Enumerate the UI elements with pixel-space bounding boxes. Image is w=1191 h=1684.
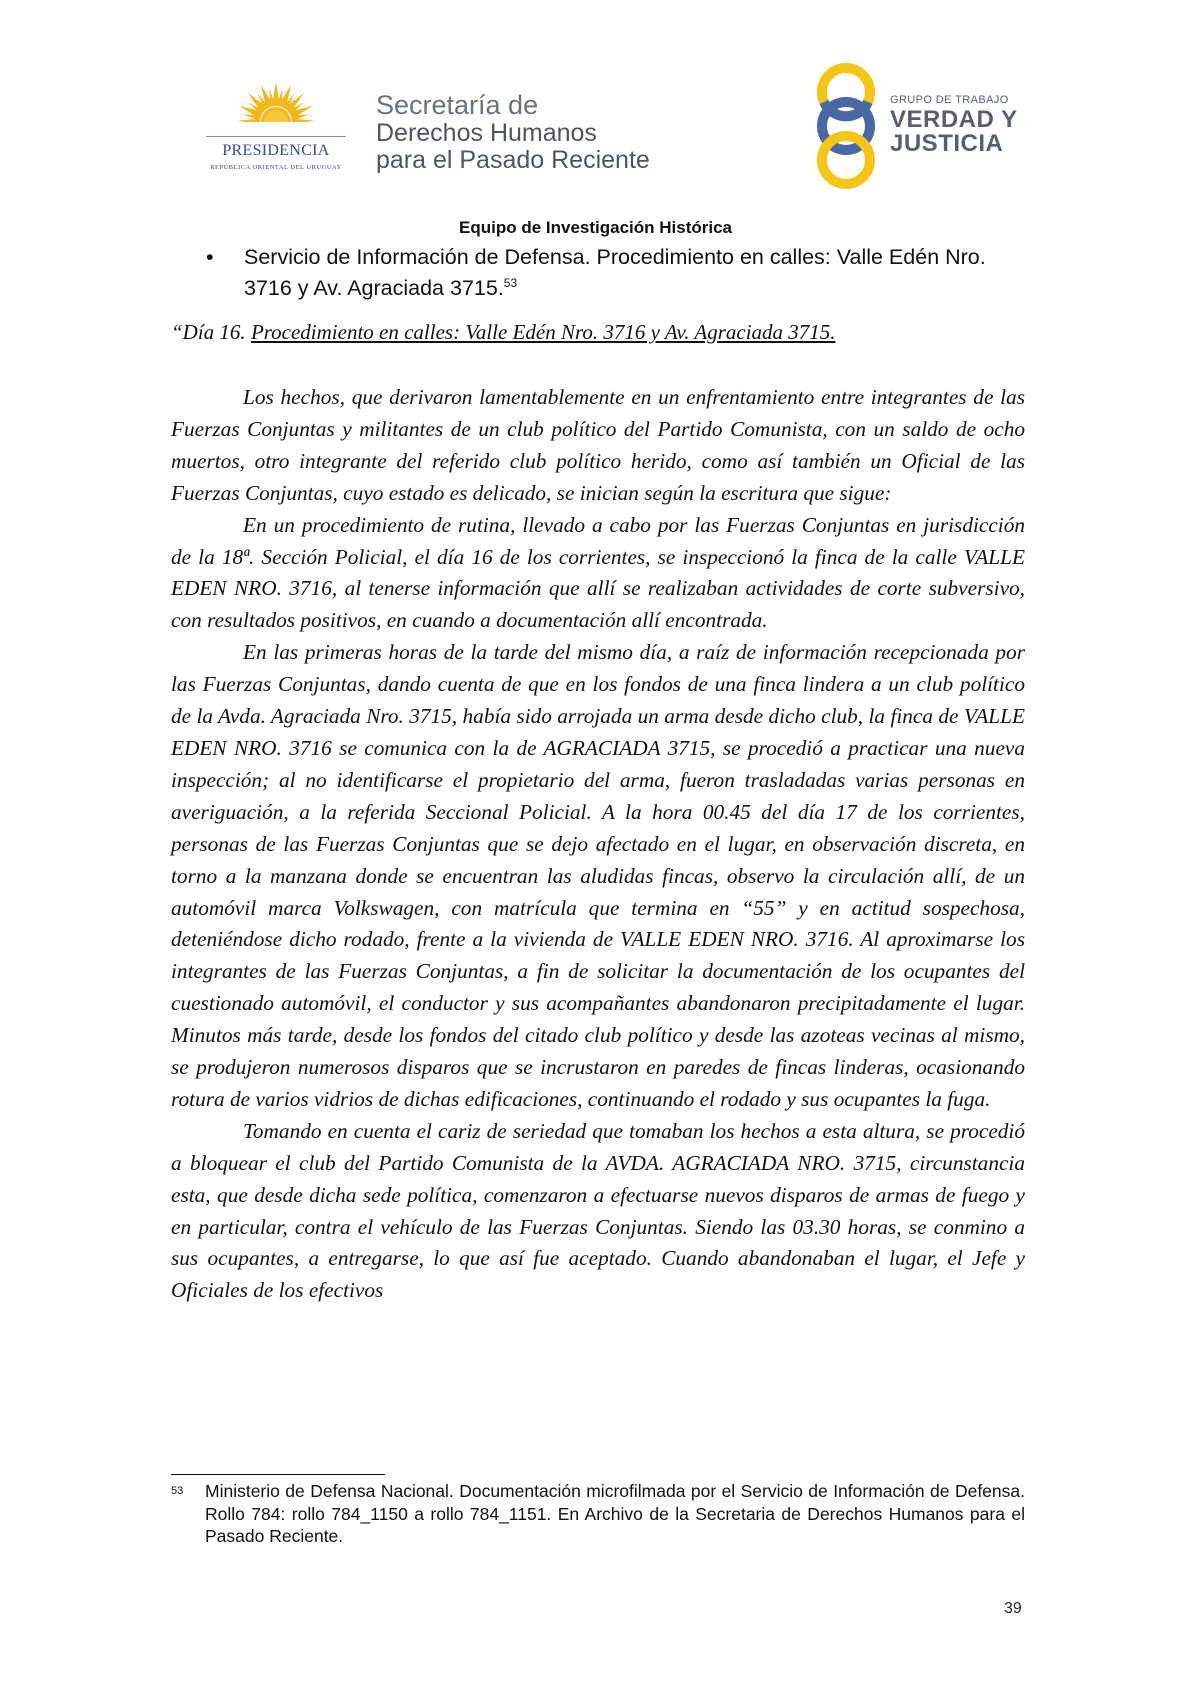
page-header [0, 0, 1191, 215]
grupo-de-trabajo-label: GRUPO DE TRABAJO [890, 94, 1009, 106]
verdad-label: VERDAD Y [890, 106, 1018, 133]
paragraph: En las primeras horas de la tarde del mismo día, a raíz de información recepcionada por las Fuerzas Conjuntas, dando cuenta de que en los fondos de una finca lindera a un club político de la Avda. Agraciada Nro. 3715, había sido arrojada un arma desde dicho club, la finca de VALLE EDEN NRO. 3716 se comunica con la de AGRACIADA 3715, se procedió a practicar una nueva inspección; al no identificarse el propietario del arma, fueron trasladadas varias personas en averiguación, a la referida Seccional Policial. A la hora 00.45 del día 17 de los corrientes, personas de las Fuerzas Conjuntas que se dejo afectado en el lugar, en observación discreta, en torno a la manzana donde se encuentran las aludidas fincas, observo la circulación allí, de un automóvil marca Volkswagen, con matrícula que termina en “55” y en actitud sospechosa, deteniéndose dicho rodado, frente a la vivienda de VALLE EDEN NRO. 3716. Al aproximarse los integrantes de las Fuerzas Conjuntas, a fin de solicitar la documentación de los ocupantes del cuestionado automóvil, el conductor y sus acompañantes abandonaron precipitadamente el lugar. Minutos más tarde, desde los fondos del citado club político y desde las azoteas vecinas al mismo, se produjeron numerosos disparos que se incrustaron en paredes de fincas linderas, ocasionando rotura de varios vidrios de dichas edificaciones, continuando el rodado y sus ocupantes la fuga. [171, 640, 1025, 1111]
quote-heading [171, 320, 1031, 345]
footnote-number: 53 [171, 1485, 184, 1497]
footnote-reference: 53 [503, 275, 518, 290]
linked-rings-icon [810, 62, 890, 190]
bullet-text [244, 242, 1029, 304]
presidencia-logo [196, 80, 356, 180]
paragraph: Tomando en cuenta el cariz de seriedad que tomaban los hechos a esta altura, se procedió a bloquear el club del Partido Comunista de la AVDA. AGRACIADA NRO. 3715, circunstancia esta, que desde dicha sede política, comenzaron a efectuarse nuevos disparos de armas de fuego y en particular, contra el vehículo de las Fuerzas Conjuntas. Siendo las 03.30 horas, se conmino a sus ocupantes, a entregarse, lo que así fue aceptado. Cuando abandonaban el lugar, el Jefe y Oficiales de los efectivos [171, 1118, 1025, 1303]
secretaria-line-2: Derechos Humanos [376, 119, 597, 147]
team-title: Equipo de Investigación Histórica [459, 218, 732, 237]
document-body [171, 382, 1025, 1307]
bullet-label: Servicio de Información de Defensa. Procedimiento en calles: Valle Edén Nro. 3716 y Av. Agraciada 3715. [244, 245, 986, 300]
footnote-text: Ministerio de Defensa Nacional. Documentación microfilmada por el Servicio de Información de Defensa. Rollo 784: rollo 784_1150 a rollo 784_1151. En Archivo de la Secretaria de Derechos Humanos para el Pasado Reciente. [205, 1481, 1025, 1546]
justicia-label: JUSTICIA [890, 130, 1004, 157]
verdad-justicia-logo [810, 62, 1020, 190]
page-number: 39 [1004, 1600, 1022, 1617]
paragraph: En un procedimiento de rutina, llevado a cabo por las Fuerzas Conjuntas en jurisdicción de la 18ª. Sección Policial, el día 16 de los corrientes, se inspeccionó la finca de la calle VALLE EDEN NRO. 3716, al tenerse información que allí se realizaban actividades de corte subversivo, con resultados positivos, en cuando a documentación allí encontrada. [171, 512, 1025, 633]
presidencia-rule [206, 136, 346, 137]
secretaria-line-3: para el Pasado Reciente [376, 146, 650, 174]
paragraph: Los hechos, que derivaron lamentablemente en un enfrentamiento entre integrantes de las Fuerzas Conjuntas y militantes de un club político del Partido Comunista, con un saldo de ocho muertos, otro integrante del referido club político herido, como así también un Oficial de las Fuerzas Conjuntas, cuyo estado es delicado, se inician según la escritura que sigue: [171, 385, 1025, 505]
presidencia-subtitle: REPÚBLICA ORIENTAL DEL URUGUAY [210, 164, 342, 171]
secretaria-line-1: Secretaría de [376, 90, 539, 120]
presidencia-word: PRESIDENCIA [222, 142, 330, 159]
secretaria-title [376, 90, 650, 174]
sun-icon [196, 80, 356, 140]
quote-prefix: “Día 16. [171, 320, 251, 344]
quote-title: Procedimiento en calles: Valle Edén Nro. 3716 y Av. Agraciada 3715. [250, 320, 836, 344]
bullet-dot: • [206, 245, 214, 269]
footnote-divider [171, 1474, 385, 1475]
